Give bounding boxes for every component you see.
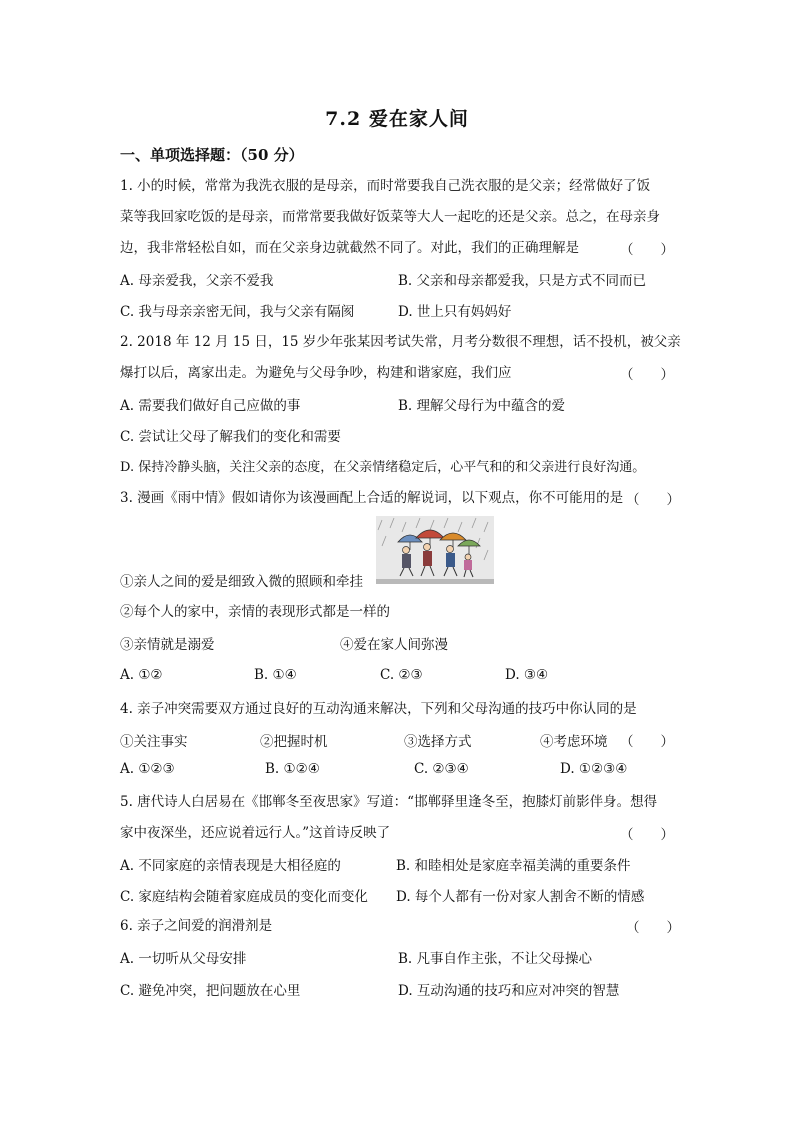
q5-line-1: 5. 唐代诗人白居易在《邯郸冬至夜思家》写道：“邯郸驿里逢冬至，抱膝灯前影伴身。想得 (120, 794, 658, 810)
q4-option-c: C. ②③④ (414, 761, 469, 777)
q2-option-c: C. 尝试让父母了解我们的变化和需要 (120, 429, 341, 445)
q1-option-d: D. 世上只有妈妈好 (398, 304, 512, 320)
q4-statement-1: ①关注事实 (120, 734, 188, 750)
q3-stem: 3. 漫画《雨中情》假如请你为该漫画配上合适的解说词，以下观点，你不可能用的是 (120, 490, 624, 506)
q2-line-2: 爆打以后，离家出走。为避免与父母争吵，构建和谐家庭，我们应 (120, 365, 512, 381)
q6-option-a: A. 一切听从父母安排 (120, 951, 247, 967)
q4-answer-blank: （ ） (620, 734, 674, 750)
q3-statement-4: ④爱在家人间弥漫 (340, 637, 448, 653)
q5-option-d: D. 每个人都有一份对家人割舍不断的情感 (396, 889, 645, 905)
q6-option-c: C. 避免冲突，把问题放在心里 (120, 983, 301, 999)
q5-option-a: A. 不同家庭的亲情表现是大相径庭的 (120, 858, 341, 874)
page-title: 7.2 爱在家人间 (325, 108, 469, 130)
q1-line-1: 1. 小的时候，常常为我洗衣服的是母亲，而时常要我自己洗衣服的是父亲；经常做好了饭 (120, 178, 651, 194)
q3-option-a: A. ①② (120, 667, 163, 683)
q1-option-b: B. 父亲和母亲都爱我，只是方式不同而已 (398, 273, 647, 289)
q2-answer-blank: （ ） (620, 367, 674, 383)
q3-option-d: D. ③④ (505, 667, 549, 683)
q2-option-d: D. 保持冷静头脑，关注父亲的态度，在父亲情绪稳定后，心平气和的和父亲进行良好沟通。 (120, 460, 646, 475)
q1-answer-blank: （ ） (620, 242, 674, 258)
q4-statement-2: ②把握时机 (260, 734, 328, 750)
q6-stem: 6. 亲子之间爱的润滑剂是 (120, 918, 273, 934)
q1-line-2: 菜等我回家吃饭的是母亲，而常常要我做好饭菜等大人一起吃的还是父亲。总之，在母亲身 (120, 209, 660, 225)
q1-option-a: A. 母亲爱我，父亲不爱我 (120, 273, 274, 289)
q6-answer-blank: （ ） (626, 920, 680, 936)
q1-option-c: C. 我与母亲亲密无间，我与父亲有隔阂 (120, 304, 355, 320)
q3-statement-3: ③亲情就是溺爱 (120, 637, 215, 653)
q2-option-a: A. 需要我们做好自己应做的事 (120, 398, 301, 414)
q4-stem: 4. 亲子冲突需要双方通过良好的互动沟通来解决，下列和父母沟通的技巧中你认同的是 (120, 701, 637, 717)
section-heading: 一、单项选择题：（50 分） (120, 146, 304, 164)
q3-answer-blank: （ ） (626, 492, 680, 508)
q3-statement-2: ②每个人的家中，亲情的表现形式都是一样的 (120, 604, 390, 620)
q4-statement-3: ③选择方式 (404, 734, 472, 750)
q5-option-c: C. 家庭结构会随着家庭成员的变化而变化 (120, 889, 368, 905)
q5-answer-blank: （ ） (620, 827, 674, 843)
rain-cartoon-image (376, 516, 494, 584)
q6-option-b: B. 凡事自作主张，不让父母操心 (398, 951, 593, 967)
q2-line-1: 2. 2018 年 12 月 15 日，15 岁少年张某因考试失常，月考分数很不理想，话不投机，被父亲 (120, 334, 681, 350)
q4-option-a: A. ①②③ (120, 761, 175, 777)
q4-option-d: D. ①②③④ (560, 761, 628, 777)
q2-option-b: B. 理解父母行为中蕴含的爱 (398, 398, 566, 414)
q5-line-2: 家中夜深坐，还应说着远行人。”这首诗反映了 (120, 825, 391, 841)
q3-statement-1: ①亲人之间的爱是细致入微的照顾和牵挂 (120, 574, 363, 590)
q1-line-3: 边，我非常轻松自如，而在父亲身边就截然不同了。对此，我们的正确理解是 (120, 240, 579, 256)
q4-option-b: B. ①②④ (265, 761, 320, 777)
q5-option-b: B. 和睦相处是家庭幸福美满的重要条件 (396, 858, 631, 874)
q3-option-c: C. ②③ (380, 667, 423, 683)
q3-option-b: B. ①④ (254, 667, 297, 683)
q4-statement-4: ④考虑环境 (540, 734, 608, 750)
q6-option-d: D. 互动沟通的技巧和应对冲突的智慧 (398, 983, 620, 999)
